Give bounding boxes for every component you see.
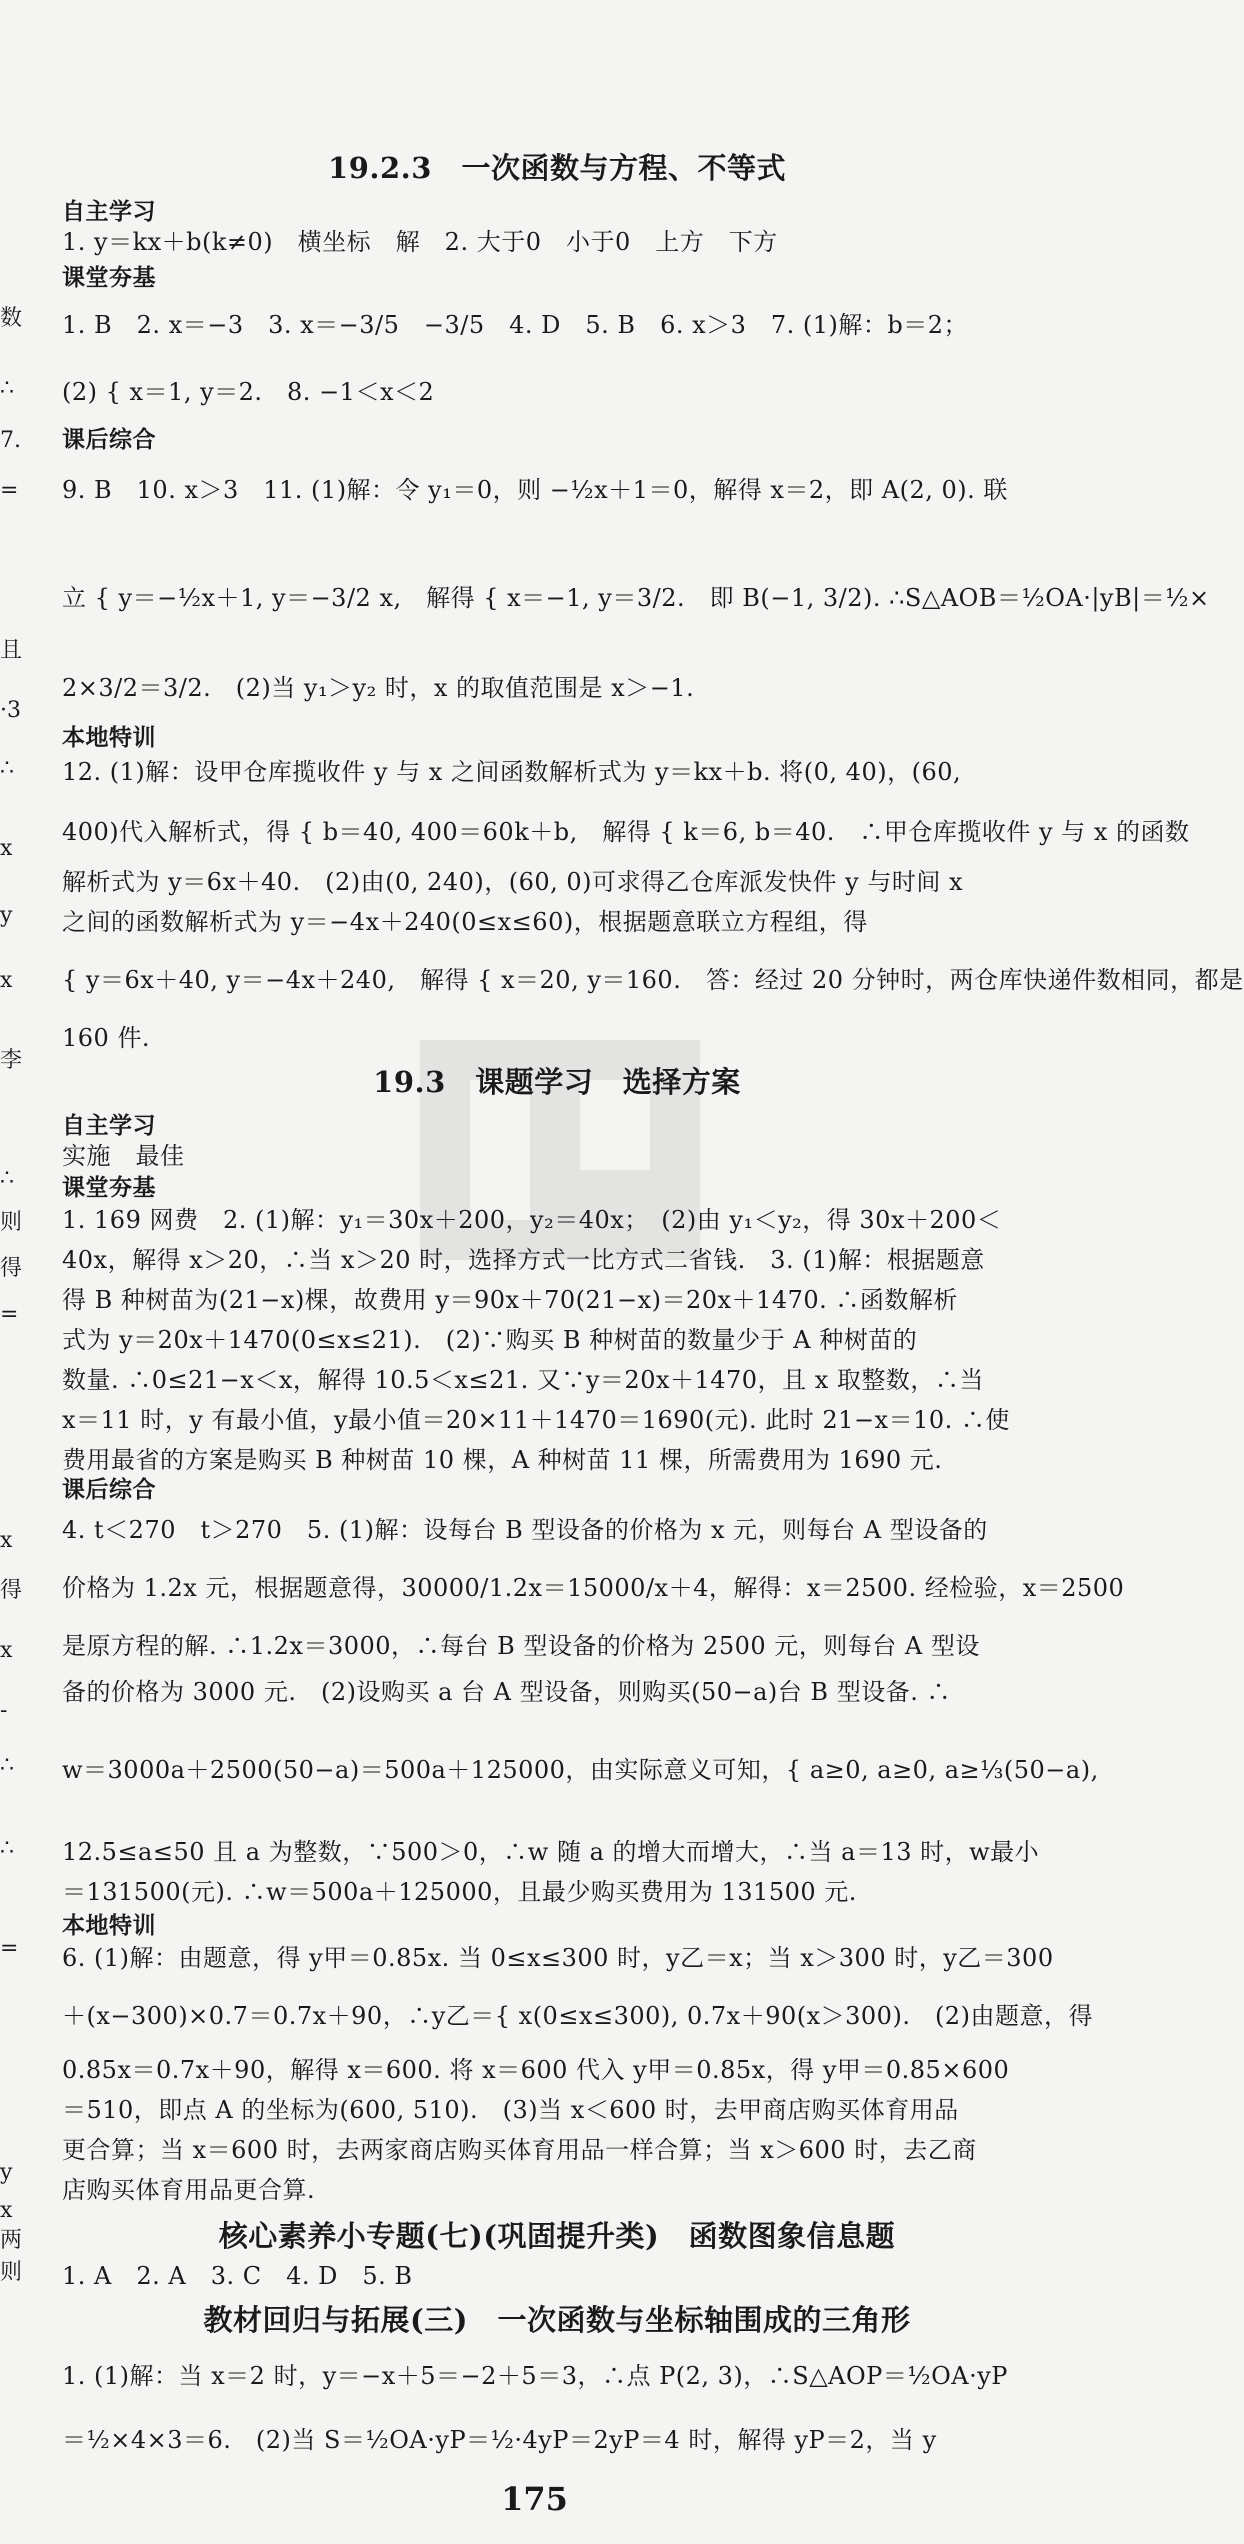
margin-char: 则 [0,1210,23,1235]
answer-line: ＝131500(元). ∴w＝500a＋125000，且最少购买费用为 131500 元. [62,1878,857,1906]
subsection-heading: 自主学习 [62,1113,156,1139]
margin-char: ∴ [0,1753,14,1778]
answer-line: 160 件. [62,1024,151,1052]
subsection-heading: 课后综合 [62,1477,156,1503]
answer-line: ＝510，即点 A 的坐标为(600, 510). (3)当 x＜600 时，去甲商店购买体育用品 [62,2096,959,2124]
section-title: 核心素养小专题(七)(巩固提升类) 函数图象信息题 [218,2219,896,2253]
subsection-heading: 本地特训 [62,1913,156,1939]
margin-char: y [0,903,13,928]
margin-char: 李 [0,1048,23,1073]
subsection-heading: 本地特训 [62,725,156,751]
answer-line: 之间的函数解析式为 y＝−4x＋240(0≤x≤60)，根据题意联立方程组，得 [62,908,868,936]
margin-char: ∴ [0,1836,14,1861]
margin-char: x [0,836,13,861]
margin-char: 得 [0,1578,23,1603]
answer-line: 40x，解得 x＞20，∴当 x＞20 时，选择方式一比方式二省钱. 3. (1)解：根据题意 [62,1246,985,1274]
answer-line: 9. B 10. x＞3 11. (1)解：令 y₁＝0，则 −½x＋1＝0，解得 x＝2，即 A(2, 0). 联 [62,476,1008,504]
section-title: 19.2.3 一次函数与方程、不等式 [328,151,786,185]
margin-char: = [0,1302,19,1327]
answer-line: ＝½×4×3＝6. (2)当 S＝½OA·yP＝½·4yP＝2yP＝4 时，解得 yP＝2，当 y [62,2426,937,2454]
subsection-heading: 课堂夯基 [62,265,156,291]
answer-line: 立 { y＝−½x＋1, y＝−3/2 x, 解得 { x＝−1, y＝3/2. 即 B(−1, 3/2). ∴S△AOB＝½OA·|yB|＝½× [62,584,1210,612]
subsection-heading: 课后综合 [62,427,156,453]
answer-line: 2×3/2＝3/2. (2)当 y₁＞y₂ 时，x 的取值范围是 x＞−1. [62,674,695,702]
margin-char: 且 [0,638,23,663]
answer-line: 店购买体育用品更合算. [62,2176,316,2204]
margin-char: ∴ [0,376,14,401]
margin-char: 7. [0,428,21,453]
answer-line: 实施 最佳 [62,1142,185,1170]
margin-char: ·3 [0,698,21,723]
answer-line: (2) { x＝1, y＝2. 8. −1＜x＜2 [62,378,435,406]
answer-line: 费用最省的方案是购买 B 种树苗 10 棵，A 种树苗 11 棵，所需费用为 1690 元. [62,1446,943,1474]
answer-line: ＋(x−300)×0.7＝0.7x＋90，∴y乙＝{ x(0≤x≤300), 0.7x＋90(x＞300). (2)由题意，得 [62,2002,1093,2030]
answer-line: 备的价格为 3000 元. (2)设购买 a 台 A 型设备，则购买(50−a)台 B 型设备. ∴ [62,1678,951,1706]
answer-line: 得 B 种树苗为(21−x)棵，故费用 y＝90x＋70(21−x)＝20x＋1470. ∴函数解析 [62,1286,958,1314]
answer-line: 数量. ∴0≤21−x＜x，解得 10.5＜x≤21. 又∵y＝20x＋1470，且 x 取整数，∴当 [62,1366,984,1394]
margin-char: ∴ [0,756,14,781]
answer-line: { y＝6x＋40, y＝−4x＋240, 解得 { x＝20, y＝160. 答：经过 20 分钟时，两仓库快递件数相同，都是 [62,966,1244,994]
margin-char: x [0,1638,13,1663]
margin-char: = [0,1936,19,1961]
answer-line: 6. (1)解：由题意，得 y甲＝0.85x. 当 0≤x≤300 时，y乙＝x；当 x＞300 时，y乙＝300 [62,1944,1054,1972]
margin-char: x [0,1528,13,1553]
subsection-heading: 课堂夯基 [62,1175,156,1201]
answer-line: 1. 169 网费 2. (1)解：y₁＝30x＋200，y₂＝40x； (2)由 y₁＜y₂，得 30x＋200＜ [62,1206,1002,1234]
answer-line: x＝11 时，y 有最小值，y最小值＝20×11＋1470＝1690(元). 此时 21−x＝10. ∴使 [62,1406,1010,1434]
answer-line: 是原方程的解. ∴1.2x＝3000，∴每台 B 型设备的价格为 2500 元，则每台 A 型设 [62,1632,980,1660]
answer-line: 1. y＝kx＋b(k≠0) 横坐标 解 2. 大于0 小于0 上方 下方 [62,228,778,256]
answer-line: 更合算；当 x＝600 时，去两家商店购买体育用品一样合算；当 x＞600 时，去乙商 [62,2136,977,2164]
answer-line: 1. B 2. x＝−3 3. x＝−3/5 −3/5 4. D 5. B 6. x＞3 7. (1)解：b＝2； [62,311,969,339]
answer-line: 式为 y＝20x＋1470(0≤x≤21). (2)∵购买 B 种树苗的数量少于 A 种树苗的 [62,1326,918,1354]
left-margin-fragments [0,0,22,2544]
section-title: 19.3 课题学习 选择方案 [373,1065,741,1099]
subsection-heading: 自主学习 [62,199,156,225]
margin-char: ∴ [0,1166,14,1191]
margin-char: x [0,968,13,993]
answer-line: 4. t＜270 t＞270 5. (1)解：设每台 B 型设备的价格为 x 元，则每台 A 型设备的 [62,1516,988,1544]
answer-line: 解析式为 y＝6x＋40. (2)由(0, 240)，(60, 0)可求得乙仓库派发快件 y 与时间 x [62,868,963,896]
section-title: 教材回归与拓展(三) 一次函数与坐标轴围成的三角形 [203,2303,911,2337]
margin-char: x [0,2198,13,2223]
answer-line: 1. A 2. A 3. C 4. D 5. B [62,2262,413,2290]
answer-line: 0.85x＝0.7x＋90，解得 x＝600. 将 x＝600 代入 y甲＝0.85x，得 y甲＝0.85×600 [62,2056,1010,2084]
page-number: 175 [501,2480,568,2518]
margin-char: - [0,1698,8,1723]
margin-char: 得 [0,1256,23,1281]
margin-char: 两 [0,2228,23,2253]
margin-char: y [0,2160,13,2185]
margin-char: 数 [0,306,23,331]
answer-line: 12.5≤a≤50 且 a 为整数，∵500＞0，∴w 随 a 的增大而增大，∴当 a＝13 时，w最小 [62,1838,1040,1866]
answer-line: w＝3000a＋2500(50−a)＝500a＋125000，由实际意义可知，{ a≥0, a≥0, a≥⅓(50−a), [62,1756,1099,1784]
answer-line: 1. (1)解：当 x＝2 时，y＝−x＋5＝−2＋5＝3，∴点 P(2, 3)，∴S△AOP＝½OA·yP [62,2362,1008,2390]
answer-line: 400)代入解析式，得 { b＝40, 400＝60k＋b, 解得 { k＝6, b＝40. ∴甲仓库揽收件 y 与 x 的函数 [62,818,1190,846]
margin-char: = [0,478,19,503]
answer-line: 价格为 1.2x 元，根据题意得，30000/1.2x＝15000/x＋4，解得：x＝2500. 经检验，x＝2500 [62,1574,1125,1602]
answer-line: 12. (1)解：设甲仓库揽收件 y 与 x 之间函数解析式为 y＝kx＋b. 将(0, 40)，(60, [62,758,962,786]
margin-char: 则 [0,2260,23,2285]
